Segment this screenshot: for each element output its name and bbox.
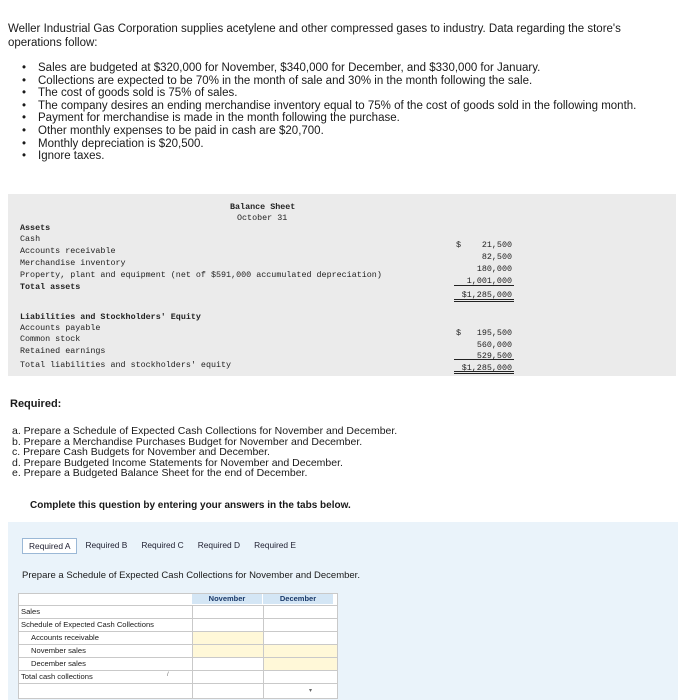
row-label: Accounts receivable <box>31 633 99 642</box>
liability-label: Retained earnings <box>20 346 106 356</box>
balance-sheet-date: October 31 <box>237 213 288 223</box>
table-row <box>19 605 337 618</box>
table-row <box>19 683 337 698</box>
list-item: • Collections are expected to be 70% in the month of sale and 30% in the month following the sale. <box>22 75 636 88</box>
liabilities-heading: Liabilities and Stockholders' Equity <box>20 312 201 322</box>
liability-value: 195,500 <box>476 328 512 338</box>
list-item: • Monthly depreciation is $20,500. <box>22 138 636 151</box>
dropdown-caret-icon: ▾ <box>309 688 313 694</box>
balance-sheet-title: Balance Sheet <box>230 202 296 212</box>
total-liabilities-value: $1,285,000 <box>461 363 512 373</box>
december-sales-december-input[interactable] <box>263 658 337 670</box>
assets-heading: Assets <box>20 223 51 233</box>
liability-value: 529,500 <box>476 351 512 361</box>
list-item: • Other monthly expenses to be paid in cash are $20,700. <box>22 125 636 138</box>
row-label: November sales <box>31 646 86 655</box>
table-row <box>19 618 337 631</box>
row-label: Schedule of Expected Cash Collections <box>21 620 154 629</box>
liability-label: Accounts payable <box>20 323 101 333</box>
asset-value: 82,500 <box>481 252 512 262</box>
december-sales-november-input[interactable] <box>192 658 263 670</box>
november-sales-december-input[interactable] <box>263 645 337 657</box>
liability-label: Common stock <box>20 334 81 344</box>
total-collections-november-input[interactable] <box>192 671 263 683</box>
list-item: d. Prepare Budgeted Income Statements for November and December. <box>12 456 343 469</box>
complete-note: Complete this question by entering your answers in the tabs below. <box>30 500 351 511</box>
dollar-sign: $ <box>456 240 462 250</box>
november-sales-november-input[interactable] <box>192 645 263 657</box>
total-assets-label: Total assets <box>20 282 81 292</box>
asset-label: Property, plant and equipment (net of $591,000 accumulated depreciation) <box>20 270 382 280</box>
list-item: • The company desires an ending merchandise inventory equal to 75% of the cost of goods sold in the following month. <box>22 100 636 113</box>
asset-label: Cash <box>20 234 41 244</box>
required-list <box>12 426 397 479</box>
dropdown-caret-icon: / <box>167 672 169 678</box>
tab-bar <box>22 538 304 554</box>
intro-text: Weller Industrial Gas Corporation supplies acetylene and other compressed gases to industry. Data regarding the store's operations follow: <box>8 23 621 49</box>
dollar-sign: $ <box>456 328 462 338</box>
list-item: • The cost of goods sold is 75% of sales. <box>22 87 636 100</box>
col-header-november: November <box>192 594 262 604</box>
balance-sheet <box>8 194 676 376</box>
accounts-receivable-december-input[interactable] <box>263 632 337 644</box>
list-item: • Payment for merchandise is made in the month following the purchase. <box>22 112 636 125</box>
tab-required-b[interactable]: Required B <box>85 540 128 550</box>
assumption-list <box>22 62 636 163</box>
asset-value: 21,500 <box>481 240 512 250</box>
list-item: e. Prepare a Budgeted Balance Sheet for the end of December. <box>12 467 308 480</box>
list-item: • Ignore taxes. <box>22 150 636 163</box>
liability-value: 560,000 <box>476 340 512 350</box>
row-label: Total cash collections <box>21 672 93 681</box>
list-item: a. Prepare a Schedule of Expected Cash Collections for November and December. <box>12 425 398 437</box>
tab-required-a[interactable]: Required A <box>22 538 77 554</box>
list-item: b. Prepare a Merchandise Purchases Budget for November and December. <box>12 435 363 448</box>
row-label: December sales <box>31 659 86 668</box>
table-row <box>19 631 337 644</box>
tab-required-d[interactable]: Required D <box>197 540 241 550</box>
total-liabilities-label: Total liabilities and stockholders' equity <box>20 360 232 370</box>
list-item: c. Prepare Cash Budgets for November and December. <box>12 446 270 459</box>
asset-label: Accounts receivable <box>20 246 116 256</box>
cash-collections-table <box>18 593 338 699</box>
total-assets-value: $1,285,000 <box>461 290 512 300</box>
col-header-december: December <box>263 594 333 604</box>
asset-value: 180,000 <box>476 264 512 274</box>
sales-november-input[interactable] <box>192 606 263 618</box>
tab-title: Prepare a Schedule of Expected Cash Collections for November and December. <box>22 570 360 581</box>
list-item: • Sales are budgeted at $320,000 for November, $340,000 for December, and $330,000 for January. <box>22 62 636 75</box>
total-collections-december-input[interactable] <box>263 671 337 683</box>
asset-label: Merchandise inventory <box>20 258 126 268</box>
row-label: Sales <box>21 607 40 616</box>
table-row <box>19 670 337 683</box>
tab-required-c[interactable]: Required C <box>141 540 184 550</box>
sales-december-input[interactable] <box>263 606 337 618</box>
table-row <box>19 657 337 670</box>
tab-required-e[interactable]: Required E <box>254 540 296 550</box>
table-row <box>19 644 337 657</box>
asset-value: 1,001,000 <box>466 276 512 286</box>
accounts-receivable-november-input[interactable] <box>192 632 263 644</box>
required-title: Required: <box>10 398 62 410</box>
